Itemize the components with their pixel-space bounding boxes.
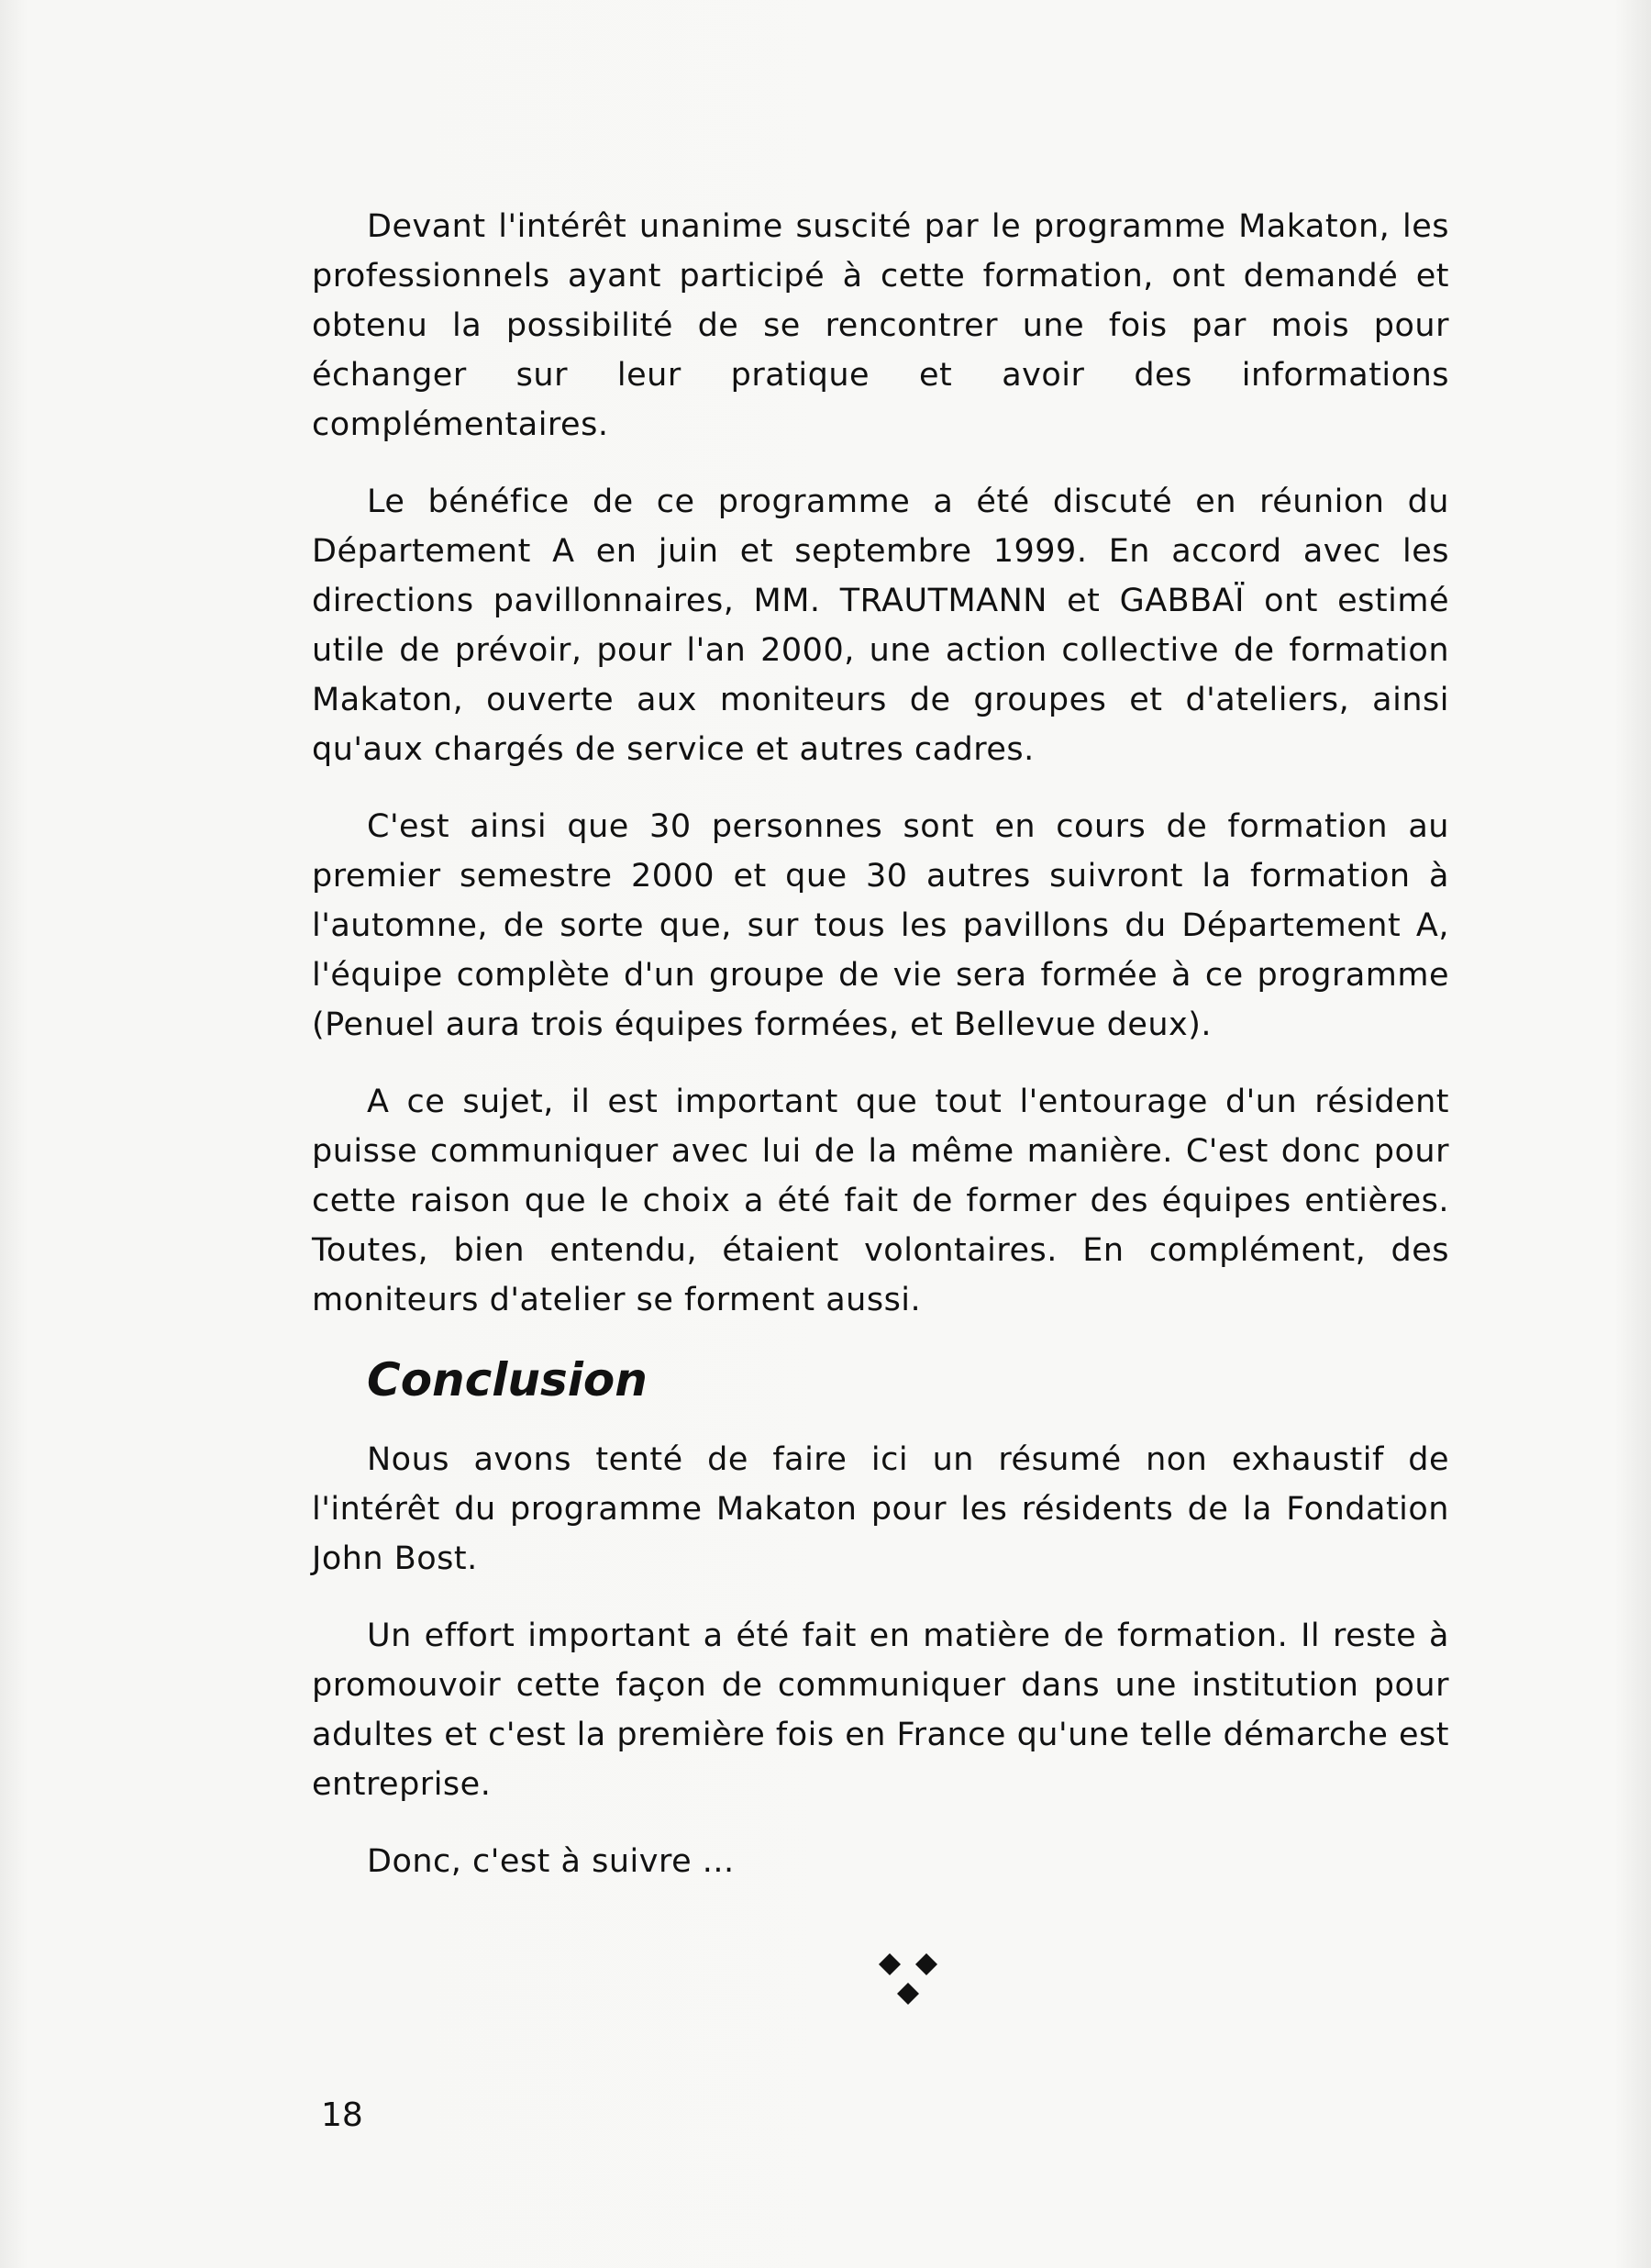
paragraph-3: C'est ainsi que 30 personnes sont en cours de formation au premier semestre 2000 et que 30 autres suivront la formation à l'automne, de sorte que, sur tous les pavillons du Département A, l'équipe complète d'un groupe de vie sera formée à ce programme (Penuel aura trois équipes formées, et Bellevue deux).	[312, 808, 1449, 1043]
diamond-trio-icon	[876, 1940, 986, 2014]
page-number: 18	[321, 2096, 363, 2134]
conclusion-paragraph-2: Un effort important a été fait en matière de formation. Il reste à promouvoir cette façon de communiquer dans une institution pour adultes et c'est la première fois en France qu'une telle démarche est entreprise.	[312, 1618, 1449, 1803]
conclusion-paragraph-1: Nous avons tenté de faire ici un résumé non exhaustif de l'intérêt du programme Makaton pour les résidents de la Fondation John Bost.	[312, 1441, 1449, 1577]
paragraph-2: Le bénéfice de ce programme a été discuté en réunion du Département A en juin et septembre 1999. En accord avec les directions pavillonnaires, MM. TRAUTMANN et GABBAÏ ont estimé utile de prévoir, pour l'an 2000, une action collective de formation Makaton, ouverte aux moniteurs de groupes et d'ateliers, ainsi qu'aux chargés de service et autres cadres.	[312, 484, 1449, 768]
conclusion-paragraph-3: Donc, c'est à suivre ...	[367, 1843, 735, 1880]
section-heading: Conclusion	[367, 1353, 648, 1406]
paragraph-4: A ce sujet, il est important que tout l'entourage d'un résident puisse communiquer avec lui de la même manière. C'est donc pour cette raison que le choix a été fait de former des équipes entières. Toutes, bien entendu, étaient volontaires. En complément, des moniteurs d'atelier se forment aussi.	[312, 1084, 1449, 1318]
paragraph-1: Devant l'intérêt unanime suscité par le programme Makaton, les professionnels ayant participé à cette formation, ont demandé et obtenu la possibilité de se rencontrer une fois par mois pour échanger sur leur pratique et avoir des informations complémentaires.	[312, 208, 1449, 443]
text-body	[312, 202, 1449, 1886]
